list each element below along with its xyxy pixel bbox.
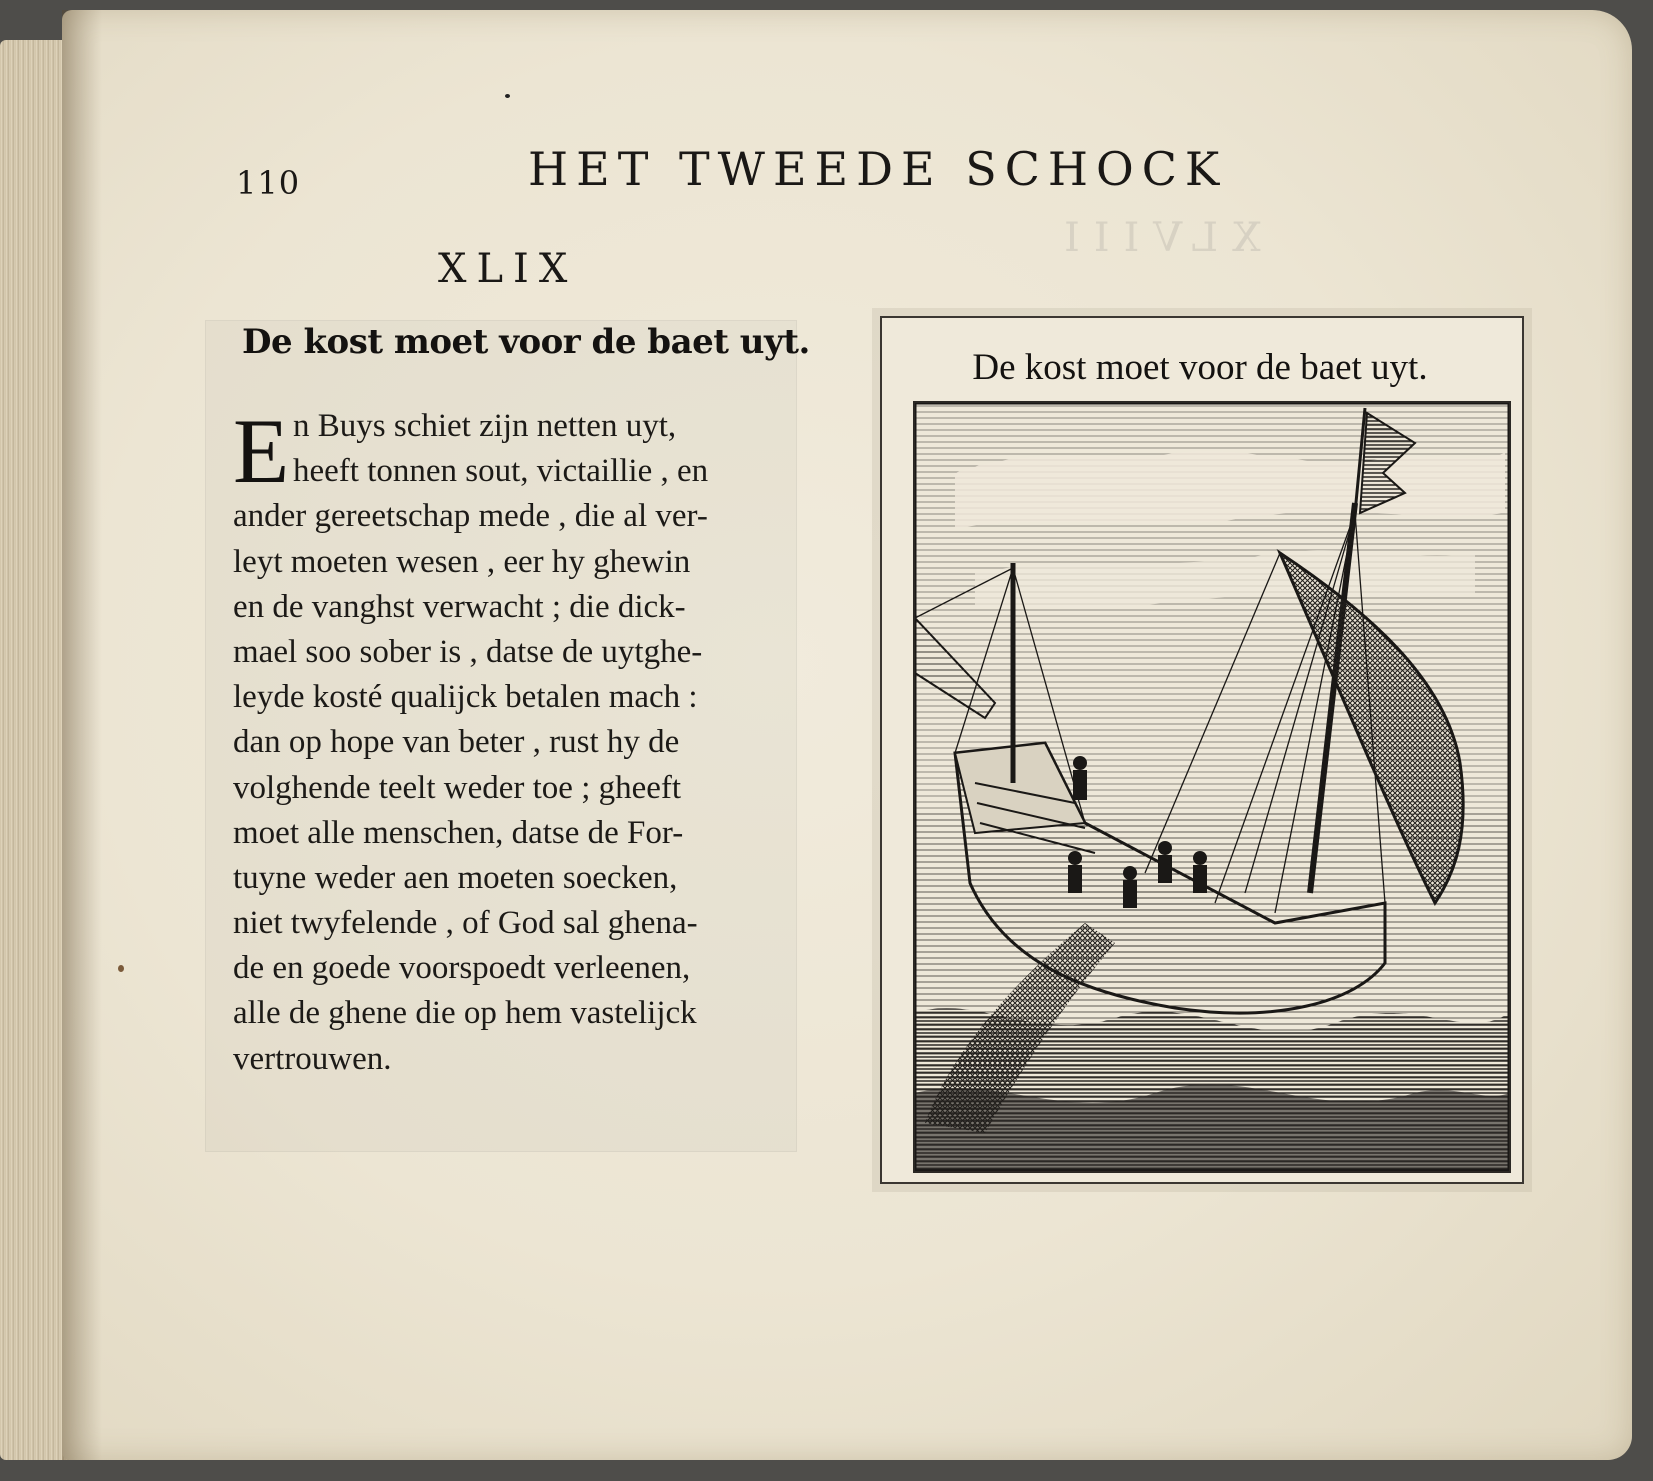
body-line: n Buys schiet zijn netten uyt, bbox=[293, 408, 677, 444]
motto-heading: De kost moet voor de baet uyt. bbox=[242, 322, 810, 362]
ship-engraving bbox=[913, 401, 1511, 1173]
body-line: volghende teelt weder toe ; gheeft bbox=[233, 769, 682, 806]
body-line: tuyne weder aen moeten soecken, bbox=[233, 859, 678, 896]
body-line: moet alle menschen, datse de For- bbox=[233, 814, 684, 851]
plate-caption: De kost moet voor de baet uyt. bbox=[972, 347, 1428, 388]
body-line: niet twyfelende , of God sal ghena- bbox=[233, 905, 698, 942]
drop-cap: E bbox=[233, 400, 290, 502]
body-line: heeft tonnen sout, victaillie , en bbox=[293, 453, 709, 490]
body-line: mael soo sober is , datse de uytghe- bbox=[233, 633, 703, 670]
ink-speck bbox=[505, 94, 510, 98]
spine-shadow bbox=[62, 10, 102, 1460]
body-line: ander gereetschap mede , die al ver- bbox=[233, 498, 708, 535]
body-line: en de vanghst verwacht ; die dick- bbox=[233, 588, 686, 625]
body-line: de en goede voorspoedt verleenen, bbox=[233, 950, 691, 987]
running-head: HET TWEEDE SCHOCK bbox=[528, 142, 1228, 196]
ink-speck bbox=[118, 965, 124, 972]
chapter-number: XLIX bbox=[438, 246, 578, 292]
body-line: dan op hope van beter , rust hy de bbox=[233, 724, 680, 761]
body-line: leyt moeten wesen , eer hy ghewin bbox=[233, 543, 691, 580]
page-number: 110 bbox=[236, 164, 301, 202]
body-line: alle de ghene die op hem vastelijck bbox=[233, 995, 697, 1032]
body-line: vertrouwen. bbox=[233, 1040, 392, 1077]
book-page-edges bbox=[0, 40, 70, 1460]
body-line: leyde kosté qualijck betalen mach : bbox=[233, 679, 698, 716]
body-text bbox=[233, 400, 808, 1082]
show-through-text: XLVIII bbox=[1050, 215, 1261, 261]
